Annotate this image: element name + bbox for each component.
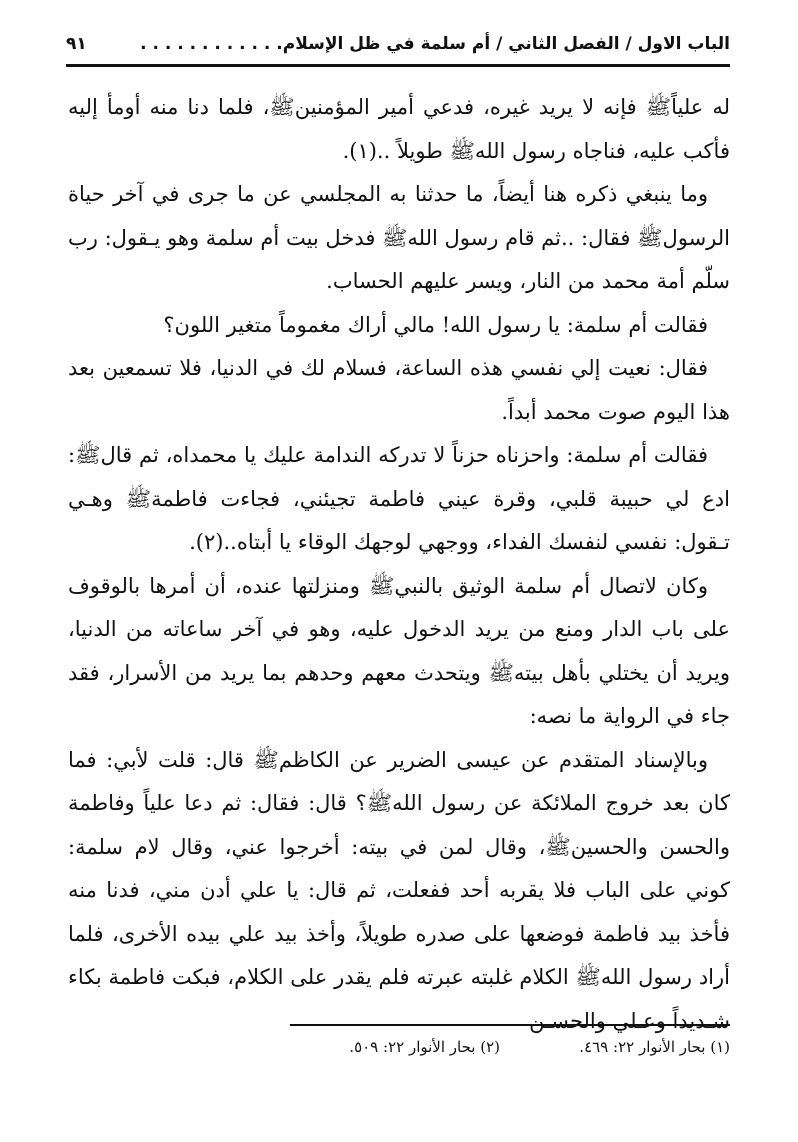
running-title: الباب الاول / الفصل الثاني / أم سلمة في ظل الإسلام. . . . . . . . . . . .: [140, 34, 730, 54]
page-number: ٩١: [66, 34, 87, 54]
footnotes: [68, 1034, 730, 1064]
footnote-2: (٢) بحار الأنوار ٢٢: ٥٠٩.: [349, 1038, 500, 1056]
paragraph: فقالت أم سلمة: يا رسول الله! مالي أراك مغموماً متغير اللون؟: [163, 312, 708, 337]
footnote-divider: [290, 1024, 730, 1026]
paragraph: وبالإسناد المتقدم عن عيسى الضرير عن الكاظمﷺ قال: قلت لأبي: فما كان بعد خروج الملائكة عن رسول اللهﷺ؟ قال: فقال: ثم دعا علياً وفاطمة والحسن والحسينﷺ، وقال لمن في بيته: أخرجوا عني، وقال لام سلمة: كوني على الباب فلا يقربه أحد ففعلت، ثم قال: يا علي أدن مني، فدنا منه فأخذ بيد فاطمة فوضعها على صدره طويلاً، وأخذ بيد علي بيده الأخرى، فلما أراد رسول اللهﷺ الكلام غلبته عبرته فلم يقدر على الكلام، فبكت فاطمة بكاء شـديداً وعـلي والحسـن: [68, 747, 730, 1033]
paragraph: فقالت أم سلمة: واحزناه حزناً لا تدركه الندامة عليك يا محمداه، ثم قالﷺ: ادع لي حبيبة قلبي، وقرة عيني فاطمة تجيئني، فجاءت فاطمةﷺ وهـي تـقول: نفسي لنفسك الفداء، ووجهي لوجهك الوقاء يا أبتاه..(٢).: [68, 443, 730, 554]
paragraph: له علياًﷺ فإنه لا يريد غيره، فدعي أمير المؤمنينﷺ، فلما دنا منه أومأ إليه فأكب عليه، فناجاه رسول اللهﷺ طويلاً ..(١).: [68, 95, 730, 163]
footnote-1: (١) بحار الأنوار ٢٢: ٤٦٩.: [579, 1038, 730, 1056]
running-header: [66, 30, 730, 67]
paragraph: وكان لاتصال أم سلمة الوثيق بالنبيﷺ ومنزلتها عنده، أن أمرها بالوقوف على باب الدار ومنع من يريد الدخول عليه، وهو في آخر ساعاته من الدنيا، ويريد أن يختلي بأهل بيتهﷺ ويتحدث معهم وحدهم بما يريد من الأسرار، فقد جاء في الرواية ما نصه:: [68, 573, 730, 728]
paragraph: وما ينبغي ذكره هنا أيضاً، ما حدثنا به المجلسي عن ما جرى في آخر حياة الرسولﷺ فقال: ..ثم قام رسول اللهﷺ فدخل بيت أم سلمة وهو يـقول: رب سلّم أمة محمد من النار، ويسر عليهم الحساب.: [68, 182, 730, 293]
paragraph: فقال: نعيت إلي نفسي هذه الساعة، فسلام لك في الدنيا، فلا تسمعين بعد هذا اليوم صوت محمد أبداً.: [68, 356, 730, 424]
body-text: [68, 86, 730, 1043]
